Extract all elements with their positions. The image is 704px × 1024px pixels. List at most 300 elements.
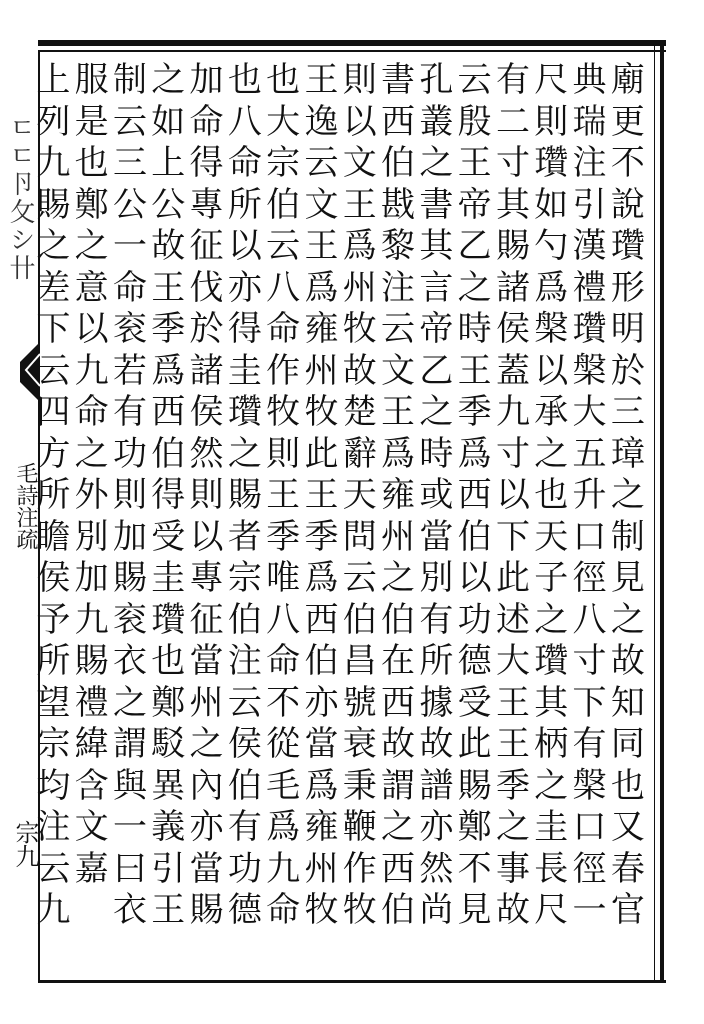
glyph: 內 — [189, 765, 224, 806]
glyph: 九 — [36, 143, 71, 183]
glyph: 以 — [227, 226, 262, 266]
glyph: 作 — [342, 848, 377, 889]
glyph: 征 — [189, 599, 224, 640]
glyph: 所 — [419, 641, 454, 681]
glyph: 以 — [495, 475, 530, 515]
glyph: 九 — [266, 848, 301, 889]
glyph: 下 — [36, 309, 71, 349]
glyph: 季 — [304, 516, 339, 557]
glyph: 問 — [342, 516, 377, 557]
glyph: 三 — [112, 143, 147, 183]
glyph: 九 — [74, 350, 109, 391]
glyph: 帝 — [419, 309, 454, 349]
glyph: 別 — [74, 516, 109, 557]
glyph: 所 — [36, 641, 71, 681]
glyph: 之 — [74, 226, 109, 266]
glyph: 然 — [189, 433, 224, 474]
glyph: 見 — [610, 558, 645, 598]
glyph: 也 — [151, 641, 186, 681]
glyph: 注 — [36, 807, 71, 847]
glyph: 制 — [610, 516, 645, 557]
glyph: 爲 — [304, 267, 339, 308]
glyph: 列 — [36, 101, 71, 142]
text-column — [379, 60, 417, 932]
glyph: 當 — [419, 516, 454, 557]
glyph: 得 — [227, 309, 262, 349]
glyph: 王 — [304, 226, 339, 266]
glyph: 王 — [342, 184, 377, 225]
glyph: 從 — [266, 724, 301, 764]
glyph: 賜 — [227, 475, 262, 515]
glyph: 伯 — [227, 599, 262, 640]
glyph: 爲 — [151, 350, 186, 391]
bottom-border — [38, 980, 666, 983]
right-border-inner — [654, 40, 655, 983]
glyph: 州 — [189, 682, 224, 723]
glyph: 之 — [151, 60, 186, 100]
glyph: 命 — [266, 309, 301, 349]
glyph: 同 — [610, 724, 645, 764]
glyph: 故 — [419, 724, 454, 764]
glyph: 王 — [381, 392, 416, 432]
glyph: 伯 — [457, 516, 492, 557]
glyph: 柄 — [534, 724, 569, 764]
glyph: 毛 — [266, 765, 301, 806]
glyph: 槃 — [534, 309, 569, 349]
glyph: 功 — [112, 433, 147, 474]
text-column — [532, 60, 570, 932]
glyph: 服 — [74, 60, 109, 100]
glyph: 天 — [342, 475, 377, 515]
glyph: 之 — [381, 558, 416, 598]
glyph: 則 — [266, 433, 301, 474]
glyph: 若 — [112, 350, 147, 391]
glyph: 長 — [534, 848, 569, 889]
glyph: 伯 — [304, 641, 339, 681]
glyph: 故 — [610, 641, 645, 681]
glyph: 賜 — [457, 765, 492, 806]
glyph: 勺 — [534, 226, 569, 266]
glyph: 王 — [304, 60, 339, 100]
glyph: 加 — [112, 516, 147, 557]
glyph: 圭 — [227, 350, 262, 391]
glyph: 伯 — [381, 143, 416, 183]
top-border-inner — [38, 50, 666, 52]
glyph: 衮 — [112, 309, 147, 349]
glyph: 宗 — [266, 143, 301, 183]
glyph: 嘉 — [74, 848, 109, 889]
glyph: 爲 — [266, 807, 301, 847]
glyph: 王 — [151, 890, 186, 930]
glyph: 槃 — [572, 350, 607, 391]
glyph: 季 — [495, 765, 530, 806]
glyph: 號 — [342, 682, 377, 723]
glyph: 九 — [495, 392, 530, 432]
glyph: 云 — [112, 101, 147, 142]
text-column — [111, 60, 149, 932]
glyph: 時 — [419, 433, 454, 474]
glyph: 亦 — [189, 807, 224, 847]
glyph: 受 — [457, 682, 492, 723]
glyph: 見 — [457, 890, 492, 930]
glyph: 謂 — [112, 724, 147, 764]
glyph: 有 — [227, 807, 262, 847]
glyph: 也 — [534, 475, 569, 515]
glyph: 意 — [74, 267, 109, 308]
glyph: 圭 — [151, 558, 186, 598]
glyph: 說 — [610, 184, 645, 225]
glyph: 牧 — [304, 890, 339, 930]
glyph: 云 — [36, 350, 71, 391]
glyph: 此 — [457, 724, 492, 764]
glyph: 瓚 — [572, 309, 607, 349]
glyph: 蓋 — [495, 350, 530, 391]
glyph: 叢 — [419, 101, 454, 142]
glyph: 一 — [572, 890, 607, 930]
glyph: 賜 — [74, 641, 109, 681]
glyph: 義 — [151, 807, 186, 847]
glyph: 然 — [419, 848, 454, 889]
text-column — [609, 60, 647, 932]
glyph: 文 — [342, 143, 377, 183]
glyph: 不 — [457, 848, 492, 889]
glyph: 爲 — [304, 558, 339, 598]
glyph: 在 — [381, 641, 416, 681]
glyph: 方 — [36, 433, 71, 474]
glyph: 云 — [381, 309, 416, 349]
glyph: 德 — [457, 641, 492, 681]
glyph: 諸 — [189, 350, 224, 391]
glyph: 帝 — [457, 184, 492, 225]
margin-header-glyphs: ㄷㄷ卪攵シ卄 — [5, 114, 35, 282]
glyph: 故 — [151, 226, 186, 266]
glyph: 一 — [112, 226, 147, 266]
glyph: 時 — [457, 309, 492, 349]
glyph: 故 — [342, 350, 377, 391]
glyph: 之 — [419, 143, 454, 183]
glyph: 亦 — [227, 267, 262, 308]
glyph: 曰 — [112, 848, 147, 889]
glyph: 八 — [572, 599, 607, 640]
book-title: 毛詩注疏 — [13, 462, 38, 550]
glyph: 王 — [266, 475, 301, 515]
glyph: 衮 — [112, 599, 147, 640]
glyph: 者 — [227, 516, 262, 557]
glyph: 寸 — [495, 433, 530, 474]
glyph: 上 — [151, 143, 186, 183]
glyph: 上 — [36, 60, 71, 100]
glyph: 逸 — [304, 101, 339, 142]
glyph: 不 — [266, 682, 301, 723]
glyph: 書 — [419, 184, 454, 225]
glyph: 升 — [572, 475, 607, 515]
glyph: 鄭 — [457, 807, 492, 847]
glyph: 雍 — [304, 807, 339, 847]
glyph: 下 — [495, 516, 530, 557]
glyph: 異 — [151, 765, 186, 806]
glyph: 侯 — [495, 309, 530, 349]
glyph: 辭 — [342, 433, 377, 474]
glyph: 也 — [266, 60, 301, 100]
glyph: 受 — [151, 516, 186, 557]
glyph: 爲 — [381, 433, 416, 474]
glyph: 加 — [74, 558, 109, 598]
glyph: 緯 — [74, 724, 109, 764]
glyph: 鄭 — [74, 184, 109, 225]
glyph: 賜 — [36, 184, 71, 225]
glyph: 戡 — [381, 184, 416, 225]
glyph: 命 — [266, 641, 301, 681]
glyph: 瓚 — [534, 641, 569, 681]
text-column — [264, 60, 302, 932]
glyph: 槃 — [572, 765, 607, 806]
glyph: 瓚 — [610, 226, 645, 266]
glyph: 述 — [495, 599, 530, 640]
glyph: 大 — [495, 641, 530, 681]
glyph: 三 — [610, 392, 645, 432]
glyph: 不 — [610, 143, 645, 183]
glyph: 以 — [457, 558, 492, 598]
glyph: 外 — [74, 475, 109, 515]
glyph: 公 — [112, 184, 147, 225]
glyph: 有 — [419, 599, 454, 640]
glyph: 唯 — [266, 558, 301, 598]
glyph: 伐 — [189, 267, 224, 308]
glyph: 楚 — [342, 392, 377, 432]
right-border — [660, 40, 664, 983]
text-column — [34, 60, 72, 932]
glyph: 宗 — [36, 724, 71, 764]
glyph: 鞭 — [342, 807, 377, 847]
glyph: 之 — [534, 765, 569, 806]
glyph: 徑 — [572, 558, 607, 598]
glyph: 之 — [495, 807, 530, 847]
text-column — [149, 60, 187, 932]
glyph: 乙 — [457, 226, 492, 266]
glyph: 五 — [572, 433, 607, 474]
glyph: 尚 — [419, 890, 454, 930]
text-column — [187, 60, 225, 932]
glyph: 季 — [266, 516, 301, 557]
glyph: 與 — [112, 765, 147, 806]
glyph: 四 — [36, 392, 71, 432]
glyph: 伯 — [342, 599, 377, 640]
glyph: 口 — [572, 807, 607, 847]
glyph: 征 — [189, 226, 224, 266]
glyph: 云 — [457, 60, 492, 100]
glyph: 之 — [74, 433, 109, 474]
text-column — [341, 60, 379, 932]
glyph: 故 — [381, 724, 416, 764]
glyph: 之 — [36, 226, 71, 266]
glyph: 事 — [495, 848, 530, 889]
glyph: 云 — [342, 558, 377, 598]
glyph: 州 — [304, 848, 339, 889]
glyph: 之 — [610, 475, 645, 515]
glyph: 故 — [495, 890, 530, 930]
glyph: 制 — [112, 60, 147, 100]
text-column — [226, 60, 264, 932]
glyph: 差 — [36, 267, 71, 308]
glyph: 得 — [189, 143, 224, 183]
glyph: 含 — [74, 765, 109, 806]
glyph: 官 — [610, 890, 645, 930]
glyph: 引 — [572, 184, 607, 225]
glyph: 則 — [342, 60, 377, 100]
glyph: 季 — [457, 392, 492, 432]
glyph: 徑 — [572, 848, 607, 889]
glyph: 書 — [381, 60, 416, 100]
glyph: 命 — [266, 890, 301, 930]
glyph: 亦 — [419, 807, 454, 847]
glyph: 季 — [151, 309, 186, 349]
glyph: 爲 — [534, 267, 569, 308]
glyph: 謂 — [381, 765, 416, 806]
glyph: 伯 — [381, 890, 416, 930]
glyph: 之 — [610, 599, 645, 640]
glyph: 明 — [610, 309, 645, 349]
glyph: 諸 — [495, 267, 530, 308]
text-column — [456, 60, 494, 932]
glyph: 有 — [572, 724, 607, 764]
glyph: 於 — [189, 309, 224, 349]
glyph: 圭 — [534, 807, 569, 847]
glyph: 九 — [36, 890, 71, 930]
glyph: 亦 — [304, 682, 339, 723]
glyph: 以 — [189, 516, 224, 557]
glyph: 引 — [151, 848, 186, 889]
glyph: 命 — [74, 392, 109, 432]
glyph: 德 — [227, 890, 262, 930]
glyph: 大 — [266, 101, 301, 142]
glyph: 之 — [457, 267, 492, 308]
glyph: 瓚 — [534, 143, 569, 183]
glyph: 乙 — [419, 350, 454, 391]
glyph: 伯 — [151, 433, 186, 474]
glyph: 是 — [74, 101, 109, 142]
glyph: 牧 — [266, 392, 301, 432]
glyph: 雍 — [304, 309, 339, 349]
glyph: 尺 — [534, 60, 569, 100]
glyph: 伯 — [381, 599, 416, 640]
glyph: 之 — [227, 433, 262, 474]
page-number: 宗九 — [11, 820, 39, 868]
glyph: 九 — [74, 599, 109, 640]
glyph: 瞻 — [36, 516, 71, 557]
glyph: 又 — [610, 807, 645, 847]
glyph: 別 — [419, 558, 454, 598]
glyph: 其 — [534, 682, 569, 723]
glyph: 如 — [534, 184, 569, 225]
glyph: 侯 — [227, 724, 262, 764]
glyph: 文 — [74, 807, 109, 847]
glyph: 駁 — [151, 724, 186, 764]
glyph: 賜 — [495, 226, 530, 266]
glyph: 漢 — [572, 226, 607, 266]
glyph: 牧 — [304, 392, 339, 432]
glyph: 均 — [36, 765, 71, 806]
glyph: 口 — [572, 516, 607, 557]
glyph: 衰 — [342, 724, 377, 764]
glyph: 寸 — [572, 641, 607, 681]
glyph: 雍 — [381, 475, 416, 515]
glyph: 春 — [610, 848, 645, 889]
glyph: 公 — [151, 184, 186, 225]
glyph: 如 — [151, 101, 186, 142]
glyph: 文 — [304, 184, 339, 225]
glyph: 伯 — [266, 184, 301, 225]
glyph: 命 — [112, 267, 147, 308]
glyph: 宗 — [227, 558, 262, 598]
glyph: 王 — [495, 682, 530, 723]
glyph: 據 — [419, 682, 454, 723]
glyph: 功 — [227, 848, 262, 889]
glyph: 命 — [189, 101, 224, 142]
glyph: 更 — [610, 101, 645, 142]
glyph: 予 — [36, 599, 71, 640]
glyph: 知 — [610, 682, 645, 723]
glyph: 典 — [572, 60, 607, 100]
glyph: 王 — [304, 475, 339, 515]
glyph: 秉 — [342, 765, 377, 806]
glyph: 牧 — [342, 890, 377, 930]
glyph: 瓚 — [151, 599, 186, 640]
glyph: 西 — [304, 599, 339, 640]
glyph: 以 — [342, 101, 377, 142]
glyph: 云 — [266, 226, 301, 266]
glyph: 於 — [610, 350, 645, 391]
glyph: 王 — [457, 143, 492, 183]
glyph: 寸 — [495, 143, 530, 183]
glyph: 西 — [381, 101, 416, 142]
glyph: 王 — [151, 267, 186, 308]
glyph: 當 — [189, 641, 224, 681]
glyph: 西 — [151, 392, 186, 432]
glyph: 文 — [381, 350, 416, 391]
glyph: 之 — [534, 433, 569, 474]
glyph: 尺 — [534, 890, 569, 930]
glyph: 爲 — [457, 433, 492, 474]
glyph: 州 — [304, 350, 339, 391]
glyph: 八 — [266, 267, 301, 308]
glyph: 注 — [572, 143, 607, 183]
glyph: 州 — [381, 516, 416, 557]
glyph: 二 — [495, 101, 530, 142]
glyph: 專 — [189, 558, 224, 598]
glyph: 譜 — [419, 765, 454, 806]
glyph: 之 — [381, 807, 416, 847]
glyph: 注 — [381, 267, 416, 308]
glyph: 黎 — [381, 226, 416, 266]
glyph: 王 — [495, 724, 530, 764]
glyph: 當 — [189, 848, 224, 889]
glyph: 璋 — [610, 433, 645, 474]
glyph: 也 — [227, 60, 262, 100]
glyph: 云 — [36, 848, 71, 889]
glyph: 八 — [266, 599, 301, 640]
glyph: 殷 — [457, 101, 492, 142]
glyph: 有 — [495, 60, 530, 100]
glyph: 也 — [610, 765, 645, 806]
glyph: 西 — [381, 682, 416, 723]
glyph: 子 — [534, 558, 569, 598]
glyph: 侯 — [36, 558, 71, 598]
glyph: 瓚 — [227, 392, 262, 432]
glyph: 望 — [36, 682, 71, 723]
glyph: 王 — [457, 350, 492, 391]
glyph: 下 — [572, 682, 607, 723]
glyph: 八 — [227, 101, 262, 142]
